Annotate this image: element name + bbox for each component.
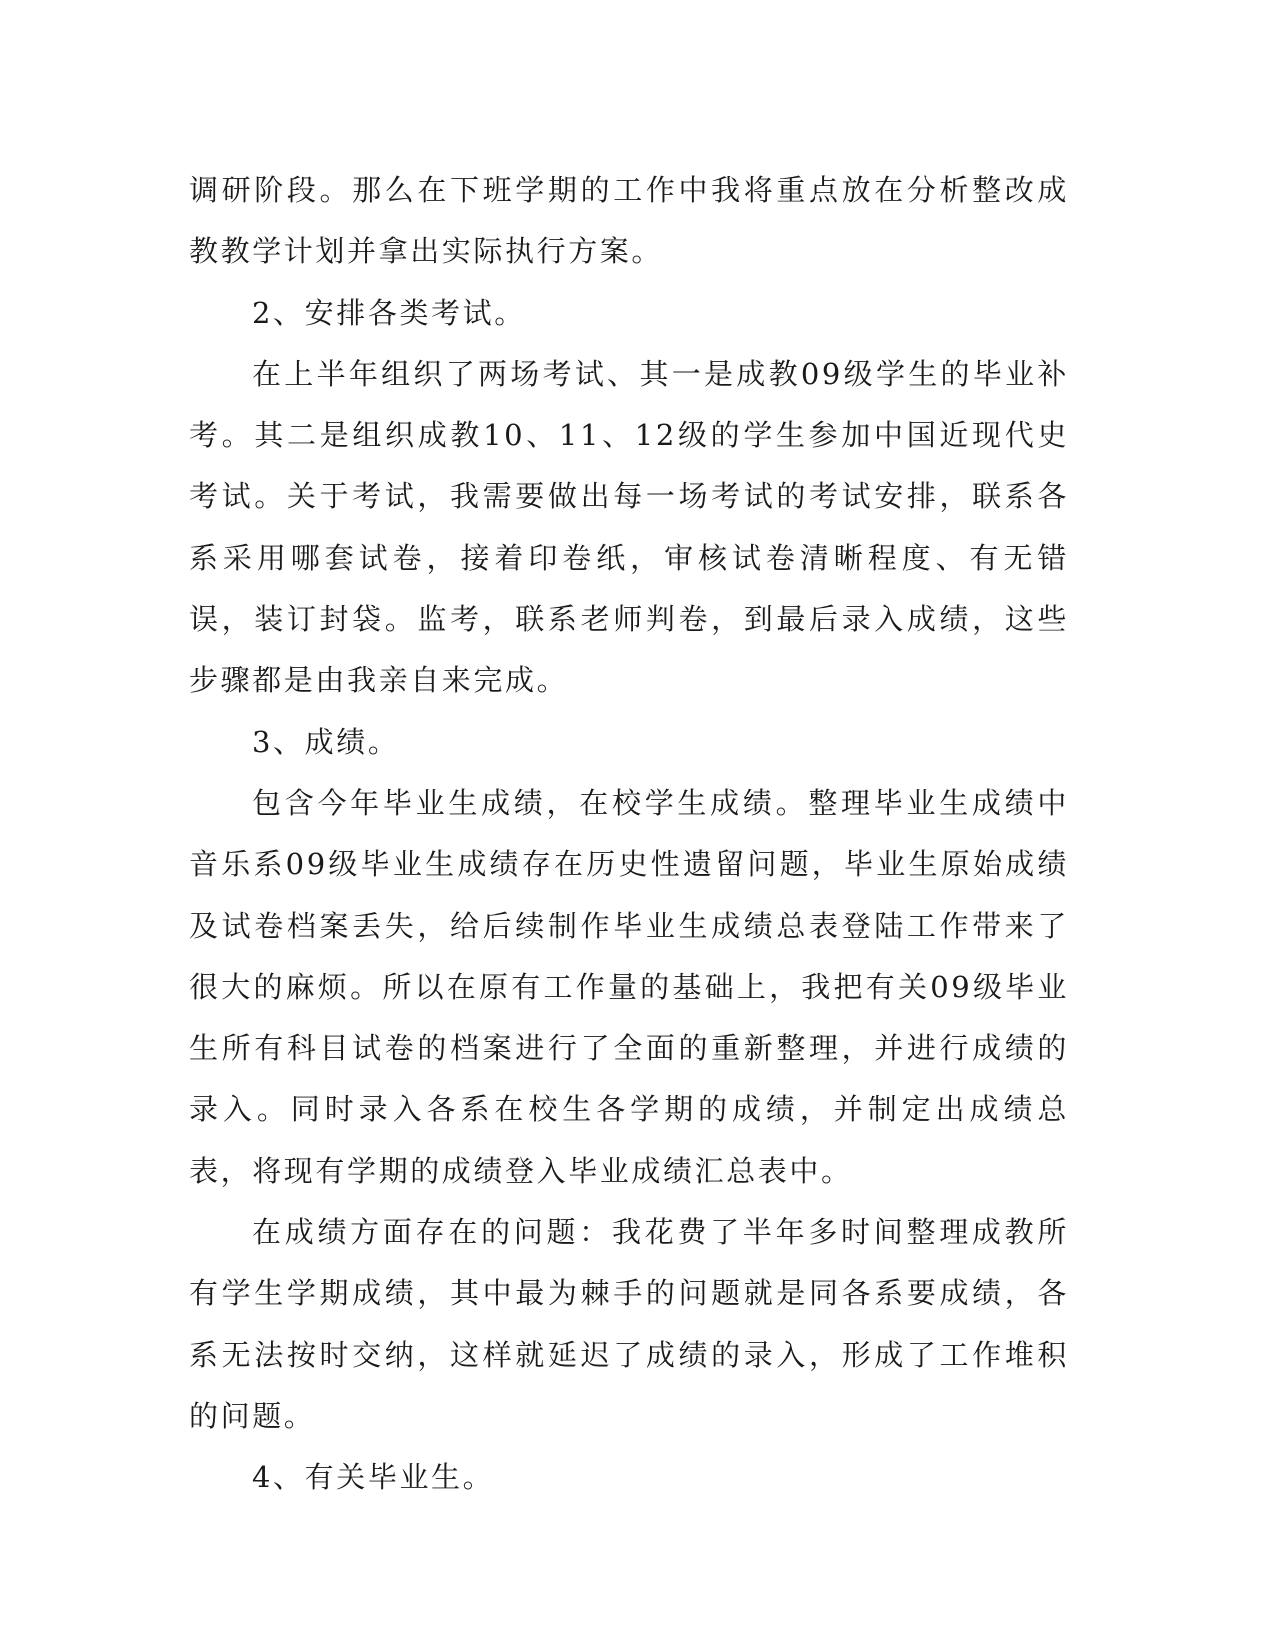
document-body bbox=[189, 160, 1069, 1509]
heading-graduates: 4、有关毕业生。 bbox=[252, 1460, 495, 1495]
heading-exams: 2、安排各类考试。 bbox=[252, 295, 526, 330]
heading-grades: 3、成绩。 bbox=[252, 724, 400, 759]
paragraph-grade-issues: 在成绩方面存在的问题：我花费了半年多时间整理成教所有学生学期成绩，其中最为棘手的问题就是同各系要成绩，各系无法按时交纳，这样就延迟了成绩的录入，形成了工作堆积的问题。 bbox=[189, 1215, 1069, 1433]
paragraph-1: 调研阶段。那么在下班学期的工作中我将重点放在分析整改成教教学计划并拿出实际执行方案。 bbox=[189, 173, 1069, 269]
paragraph-grades: 包含今年毕业生成绩，在校学生成绩。整理毕业生成绩中音乐系09级毕业生成绩存在历史性遗留问题，毕业生原始成绩及试卷档案丢失，给后续制作毕业生成绩总表登陆工作带来了很大的麻烦。所以在原有工作量的基础上，我把有关09级毕业生所有科目试卷的档案进行了全面的重新整理，并进行成绩的录入。同时录入各系在校生各学期的成绩，并制定出成绩总表，将现有学期的成绩登入毕业成绩汇总表中。 bbox=[189, 785, 1069, 1188]
paragraph-exams: 在上半年组织了两场考试、其一是成教09级学生的毕业补考。其二是组织成教10、11、12级的学生参加中国近现代史考试。关于考试，我需要做出每一场考试的考试安排，联系各系采用哪套试卷，接着印卷纸，审核试卷清晰程度、有无错误，装订封袋。监考，联系老师判卷，到最后录入成绩，这些步骤都是由我亲自来完成。 bbox=[189, 356, 1069, 698]
